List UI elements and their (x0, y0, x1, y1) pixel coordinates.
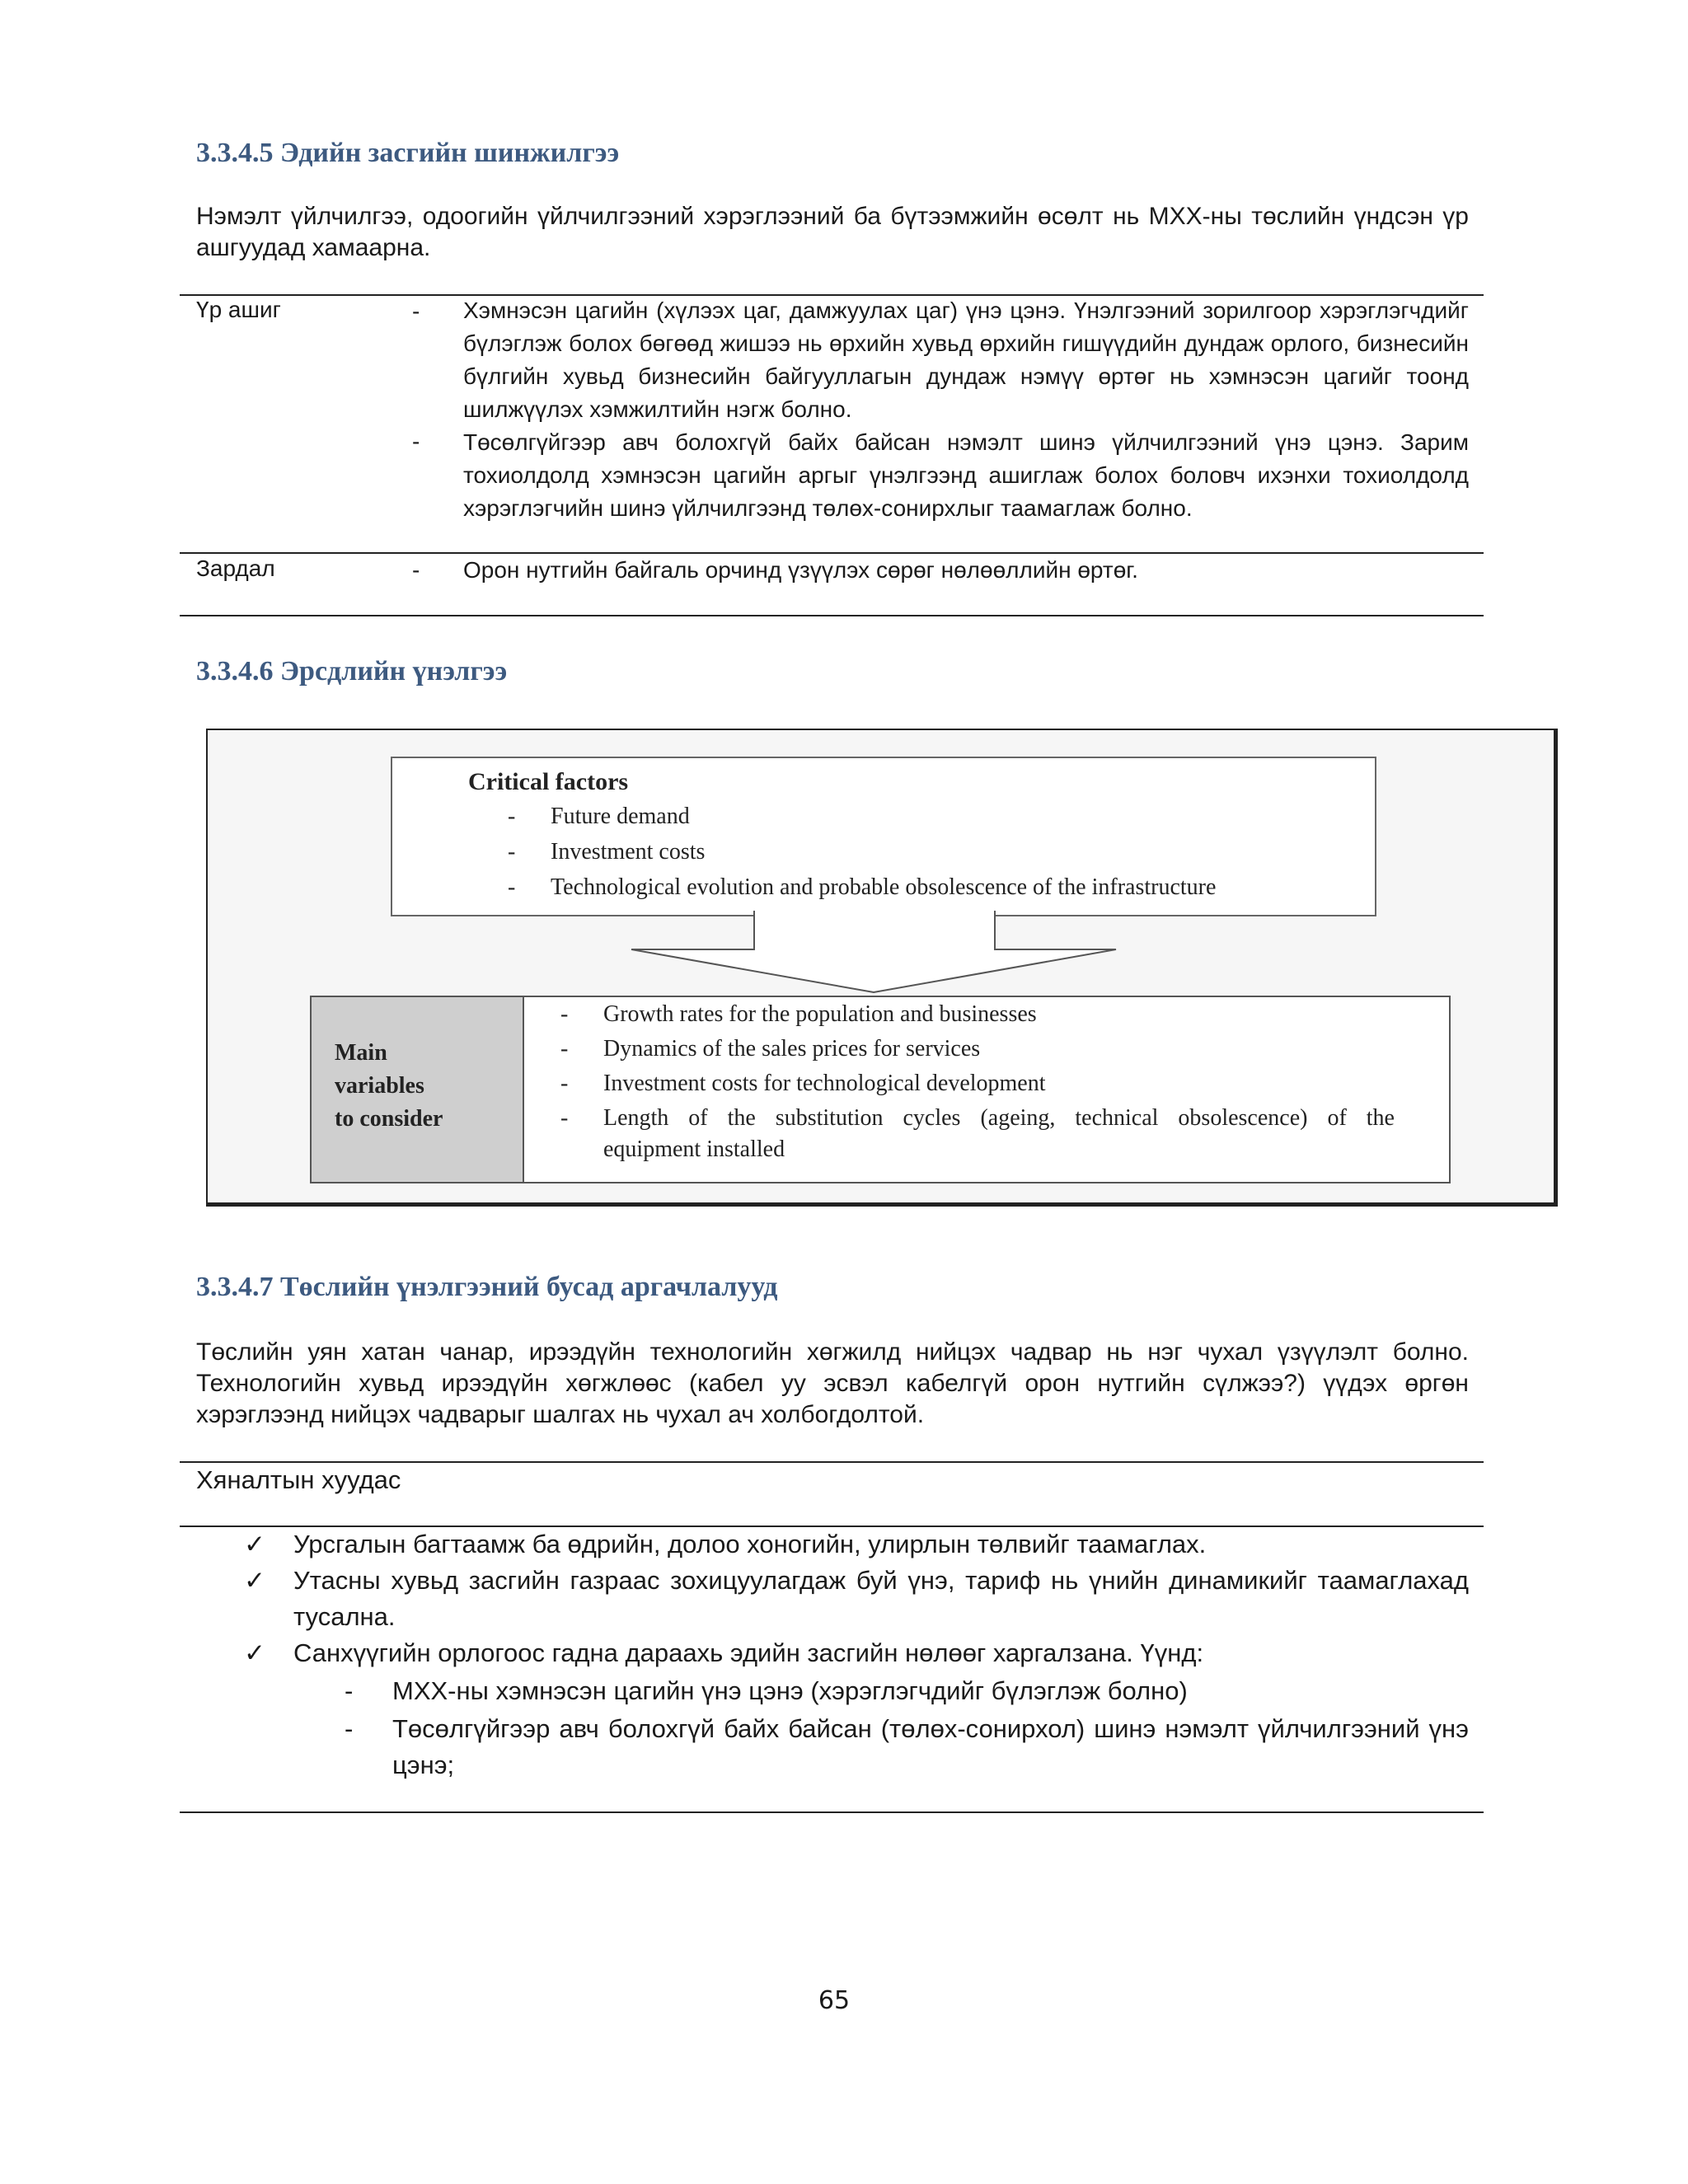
bullet-dash: - (508, 804, 516, 829)
critical-factor-item: Investment costs (551, 839, 706, 865)
main-variables-label-line: variables (335, 1073, 424, 1099)
page-number: 65 (818, 1986, 851, 2015)
bullet-dash: - (345, 1714, 354, 1743)
main-variable-item-continued: equipment installed (603, 1137, 785, 1162)
critical-factors-title: Critical factors (468, 768, 629, 795)
cost-item-environment: Орон нутгийн байгаль орчинд үзүүлэх сөрөг нөлөөллийн өртөг. (463, 557, 1138, 583)
main-variables-label (335, 1037, 443, 1136)
checklist-top-rule (180, 1461, 1484, 1463)
bullet-dash: - (412, 429, 420, 454)
main-variable-item: Growth rates for the population and businesses (603, 1001, 1037, 1027)
main-variable-item: Dynamics of the sales prices for services (603, 1036, 981, 1062)
checklist-item: Утасны хувьд засгийн газраас зохицуулагдаж буй үнэ, тариф нь үнийн динамикийг таамаглахад тусална. (293, 1566, 1469, 1631)
critical-factor-item: Future demand (551, 804, 690, 829)
bullet-dash: - (345, 1676, 354, 1705)
down-arrow-icon (626, 910, 1137, 996)
critical-factor-item: Technological evolution and probable obsolescence of the infrastructure (551, 874, 1217, 900)
check-icon: ✓ (244, 1638, 265, 1667)
table-row-label-costs: Зардал (196, 555, 275, 581)
bullet-dash: - (560, 1071, 569, 1096)
checklist-bottom-rule (180, 1811, 1484, 1813)
checklist-item: Урсгалын багтаамж ба өдрийн, долоо хоногийн, улирлын төлвийг таамаглах. (293, 1530, 1207, 1558)
economic-analysis-intro: Нэмэлт үйлчилгээ, одоогийн үйлчилгээний хэрэглээний ба бүтээмжийн өсөлт нь МХХ-ны төслийн үндсэн үр ашгуудад хамаарна. (196, 203, 1469, 261)
table-bottom-rule (180, 615, 1484, 616)
benefit-item-new-services: Төсөлгүйгээр авч болохгүй байх байсан нэмэлт шинэ үйлчилгээний үнэ цэнэ. Зарим тохиолдолд хэмнэсэн цагийн аргыг үнэлгээнд ашиглаж болох боловч ихэнхи тохиолдолд хэрэглэгчийн шинэ үйлчилгээнд төлөх-сонирхлыг таамаглаж болно. (463, 429, 1469, 521)
bullet-dash: - (560, 1105, 569, 1131)
other-methods-paragraph: Төслийн уян хатан чанар, ирээдүйн технологийн хөгжилд нийцэх чадвар нь нэг чухал үзүүлэлт болно. Технологийн хувьд ирээдүйн хөгжлөөс (кабел уу эсвэл кабелгүй орон нутгийн сүлжээ?) үүдэх өргөн хэрэглээнд нийцэх чадварыг шалгах нь чухал ач холбогдолтой. (196, 1338, 1469, 1428)
checklist-item: Санхүүгийн орлогоос гадна дараахь эдийн засгийн нөлөөг харгалзана. Үүнд: (293, 1638, 1204, 1667)
bullet-dash: - (412, 557, 420, 583)
main-variables-label-line: Main (335, 1040, 387, 1066)
check-icon: ✓ (244, 1566, 265, 1595)
bullet-dash: - (508, 874, 516, 900)
table-row-label-benefits: Үр ашиг (196, 297, 281, 322)
main-variables-label-line: to consider (335, 1106, 443, 1132)
section-heading-risk-assessment: 3.3.4.6 Эрсдлийн үнэлгээ (196, 656, 508, 687)
checklist-title: Хяналтын хуудас (196, 1465, 401, 1494)
main-variable-item: Length of the substitution cycles (ageing, technical obsolescence) of the (603, 1105, 1395, 1131)
main-variable-item: Investment costs for technological development (603, 1071, 1046, 1096)
bullet-dash: - (508, 839, 516, 865)
section-heading-economic-analysis: 3.3.4.5 Эдийн засгийн шинжилгээ (196, 138, 620, 168)
benefit-item-time-savings: Хэмнэсэн цагийн (хүлээх цаг, дамжуулах цаг) үнэ цэнэ. Үнэлгээний зорилгоор хэрэглэгчдийг бүлэглэж болох бөгөөд жишээ нь өрхийн хувьд өрхийн гишүүдийн дундаж орлого, бизнесийн бүлгийн хувьд бизнесийн байгууллагын дундаж нэмүү өртөг нь хэмнэсэн цагийг тоонд шилжүүлэх хэмжилтийн нэгж болно. (463, 298, 1469, 422)
bullet-dash: - (560, 1036, 569, 1062)
section-heading-other-methods: 3.3.4.7 Төслийн үнэлгээний бусад аргачлалууд (196, 1272, 778, 1302)
checklist-subitem: Төсөлгүйгээр авч болохгүй байх байсан (төлөх-сонирхол) шинэ нэмэлт үйлчилгээний үнэ цэнэ; (392, 1714, 1469, 1779)
check-icon: ✓ (244, 1530, 265, 1558)
bullet-dash: - (412, 298, 420, 324)
bullet-dash: - (560, 1001, 569, 1027)
checklist-subitem: МХХ-ны хэмнэсэн цагийн үнэ цэнэ (хэрэглэгчдийг бүлэглэж болно) (392, 1676, 1188, 1705)
